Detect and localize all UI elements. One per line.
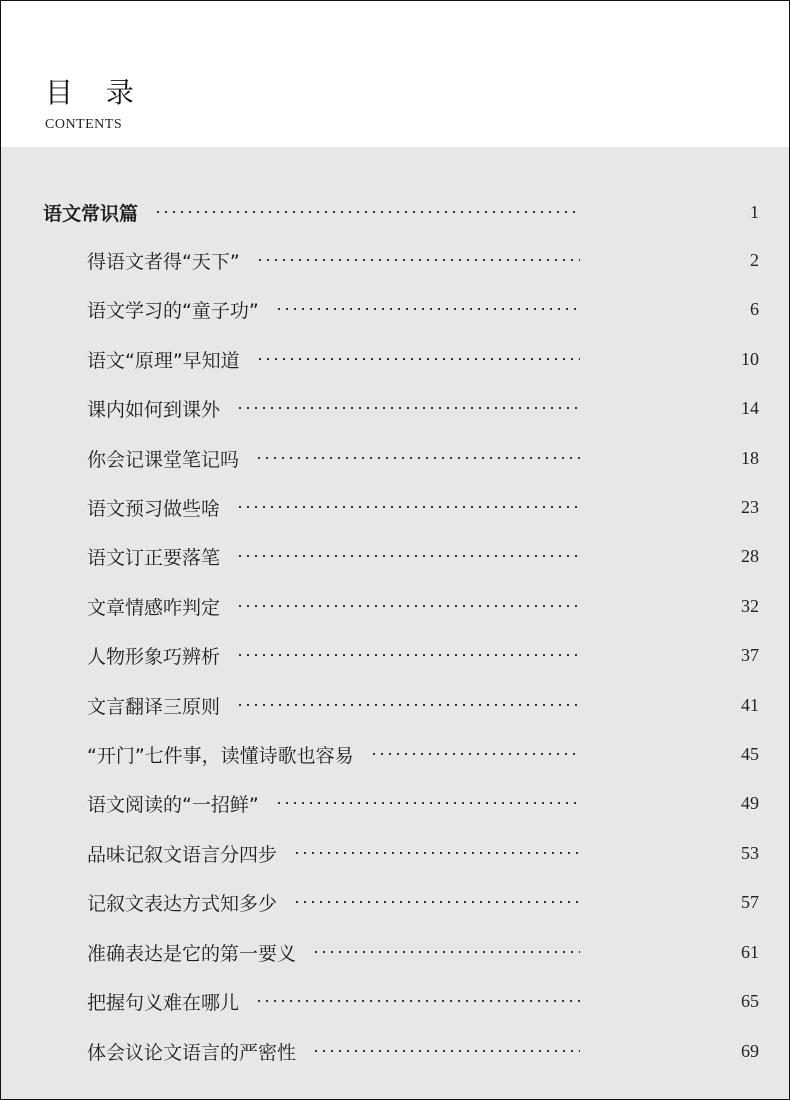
toc-entry-page: 37 xyxy=(741,644,759,665)
toc-leader-dots xyxy=(236,555,580,557)
toc-entry-title: 语文“原理”早知道 xyxy=(87,349,240,372)
toc-entry-title: 文章情感咋判定 xyxy=(87,596,221,619)
toc-entry[interactable] xyxy=(87,788,759,818)
toc-entry-title: 语文预习做些啥 xyxy=(87,497,221,520)
toc-entry-title: 品味记叙文语言分四步 xyxy=(87,843,278,866)
toc-entry-title: 文言翻译三原则 xyxy=(87,695,221,718)
toc-entry[interactable] xyxy=(87,591,759,621)
toc-entry-title: 语文订正要落笔 xyxy=(87,546,221,569)
toc-entry-page: 6 xyxy=(750,298,759,319)
toc-entry-page: 61 xyxy=(741,941,759,962)
toc-entry-title: 语文学习的“童子功” xyxy=(87,299,259,322)
toc-entry[interactable] xyxy=(87,492,759,522)
toc-entry-title: 人物形象巧辨析 xyxy=(87,645,221,668)
toc-entry-title: 准确表达是它的第一要义 xyxy=(87,942,297,965)
toc-entry[interactable] xyxy=(87,245,759,275)
toc-section-page: 1 xyxy=(750,201,759,222)
toc-entry[interactable] xyxy=(87,640,759,670)
toc-entry-title: 记叙文表达方式知多少 xyxy=(87,892,278,915)
toc-entry-page: 10 xyxy=(741,348,759,369)
toc-leader-dots xyxy=(256,358,580,360)
toc-entry-title: 得语文者得“天下” xyxy=(87,250,240,273)
toc-leader-dots xyxy=(293,852,580,854)
toc-entry-page: 14 xyxy=(741,397,759,418)
toc-entry[interactable] xyxy=(87,986,759,1016)
toc-entry-title: 你会记课堂笔记吗 xyxy=(87,448,240,471)
toc-section-title: 语文常识篇 xyxy=(43,202,139,225)
page-subtitle: CONTENTS xyxy=(45,117,123,132)
toc-leader-dots xyxy=(312,1050,580,1052)
toc-entry-page: 57 xyxy=(741,891,759,912)
toc-leader-dots xyxy=(236,704,580,706)
toc-entry-page: 65 xyxy=(741,990,759,1011)
toc-entry[interactable] xyxy=(87,838,759,868)
toc-leader-dots xyxy=(236,506,580,508)
toc-entry-title: “开门”七件事，读懂诗歌也容易 xyxy=(87,744,354,767)
toc-entry[interactable] xyxy=(87,1036,759,1066)
toc-entry[interactable] xyxy=(87,887,759,917)
toc-entry[interactable] xyxy=(87,739,759,769)
toc-entry-page: 2 xyxy=(750,249,759,270)
toc-section-row[interactable] xyxy=(43,197,759,227)
toc-leader-dots xyxy=(256,259,580,261)
toc-leader-dots xyxy=(275,802,580,804)
toc-entry[interactable] xyxy=(87,393,759,423)
toc-leader-dots xyxy=(236,654,580,656)
toc-entry-title: 课内如何到课外 xyxy=(87,398,221,421)
toc-leader-dots xyxy=(255,1000,580,1002)
toc-leader-dots xyxy=(236,407,580,409)
toc-leader-dots xyxy=(236,605,580,607)
toc-entry-page: 32 xyxy=(741,595,759,616)
toc-entry-page: 41 xyxy=(741,694,759,715)
toc-entry-page: 49 xyxy=(741,792,759,813)
toc-entry[interactable] xyxy=(87,690,759,720)
toc-entry-page: 18 xyxy=(741,447,759,468)
toc-entry-page: 23 xyxy=(741,496,759,517)
toc-entry-title: 语文阅读的“一招鲜” xyxy=(87,793,259,816)
contents-area xyxy=(1,147,789,1099)
toc-entry[interactable] xyxy=(87,344,759,374)
toc-leader-dots xyxy=(154,211,580,213)
toc-entry-title: 体会议论文语言的严密性 xyxy=(87,1041,297,1064)
toc-entry-page: 45 xyxy=(741,743,759,764)
toc-leader-dots xyxy=(275,308,580,310)
toc-entry-page: 53 xyxy=(741,842,759,863)
toc-entry[interactable] xyxy=(87,541,759,571)
page-header xyxy=(1,1,789,147)
toc-entry-page: 28 xyxy=(741,545,759,566)
toc-entry[interactable] xyxy=(87,937,759,967)
toc-entry[interactable] xyxy=(87,443,759,473)
toc-leader-dots xyxy=(255,457,580,459)
toc-leader-dots xyxy=(293,901,580,903)
toc-entry-title: 把握句义难在哪儿 xyxy=(87,991,240,1014)
toc-leader-dots xyxy=(312,951,580,953)
toc-leader-dots xyxy=(370,753,580,755)
page-title: 目 录 xyxy=(45,76,146,109)
toc-entry[interactable] xyxy=(87,294,759,324)
toc-entry-page: 69 xyxy=(741,1040,759,1061)
